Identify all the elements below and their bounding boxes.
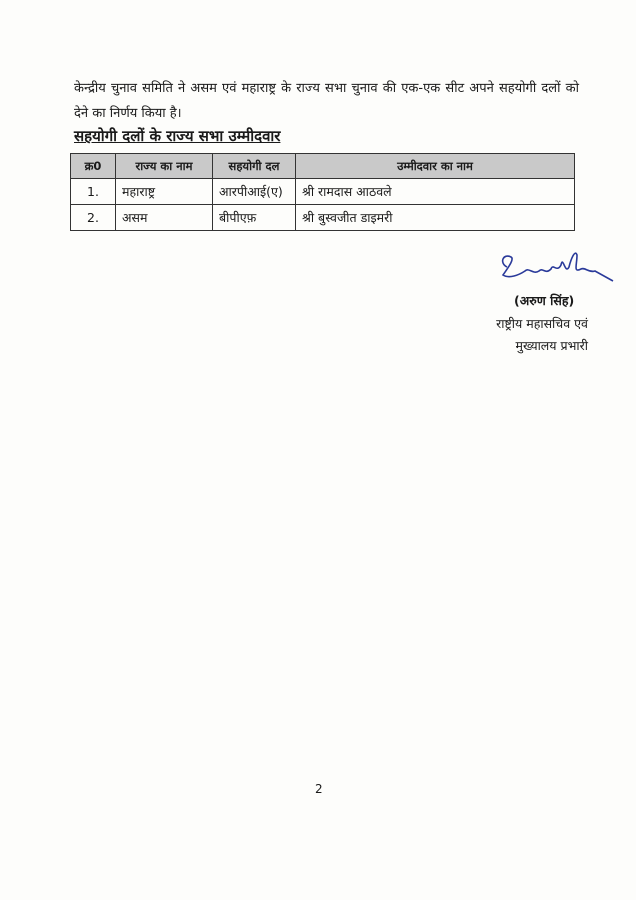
candidates-table [70,153,575,231]
signature [495,245,615,290]
header-state: राज्य का नाम [116,154,213,179]
table-header-row [71,154,575,179]
cell-candidate: श्री बुस्वजीत डाइमरी [296,205,575,231]
table-row [71,205,575,231]
signatory-name: (अरुण सिंह) [514,293,575,308]
cell-serial: 2. [71,205,116,231]
cell-party: बीपीएफ़ [213,205,296,231]
cell-party: आरपीआई(ए) [213,179,296,205]
intro-paragraph: केन्द्रीय चुनाव समिति ने असम एवं महाराष्ट्र के राज्य सभा चुनाव की एक-एक सीट अपने सहयोगी दलों को देने का निर्णय किया है। [74,81,579,121]
cell-serial: 1. [71,179,116,205]
table-row [71,179,575,205]
signatory-designation-2: मुख्यालय प्रभारी [515,338,588,353]
signatory-designation-1: राष्ट्रीय महासचिव एवं [496,316,588,331]
cell-candidate: श्री रामदास आठवले [296,179,575,205]
page-number: 2 [315,782,323,796]
section-heading: सहयोगी दलों के राज्य सभा उम्मीदवार [74,127,281,145]
header-serial: क्र0 [71,154,116,179]
header-candidate: उम्मीदवार का नाम [296,154,575,179]
header-party: सहयोगी दल [213,154,296,179]
cell-state: महाराष्ट्र [116,179,213,205]
cell-state: असम [116,205,213,231]
